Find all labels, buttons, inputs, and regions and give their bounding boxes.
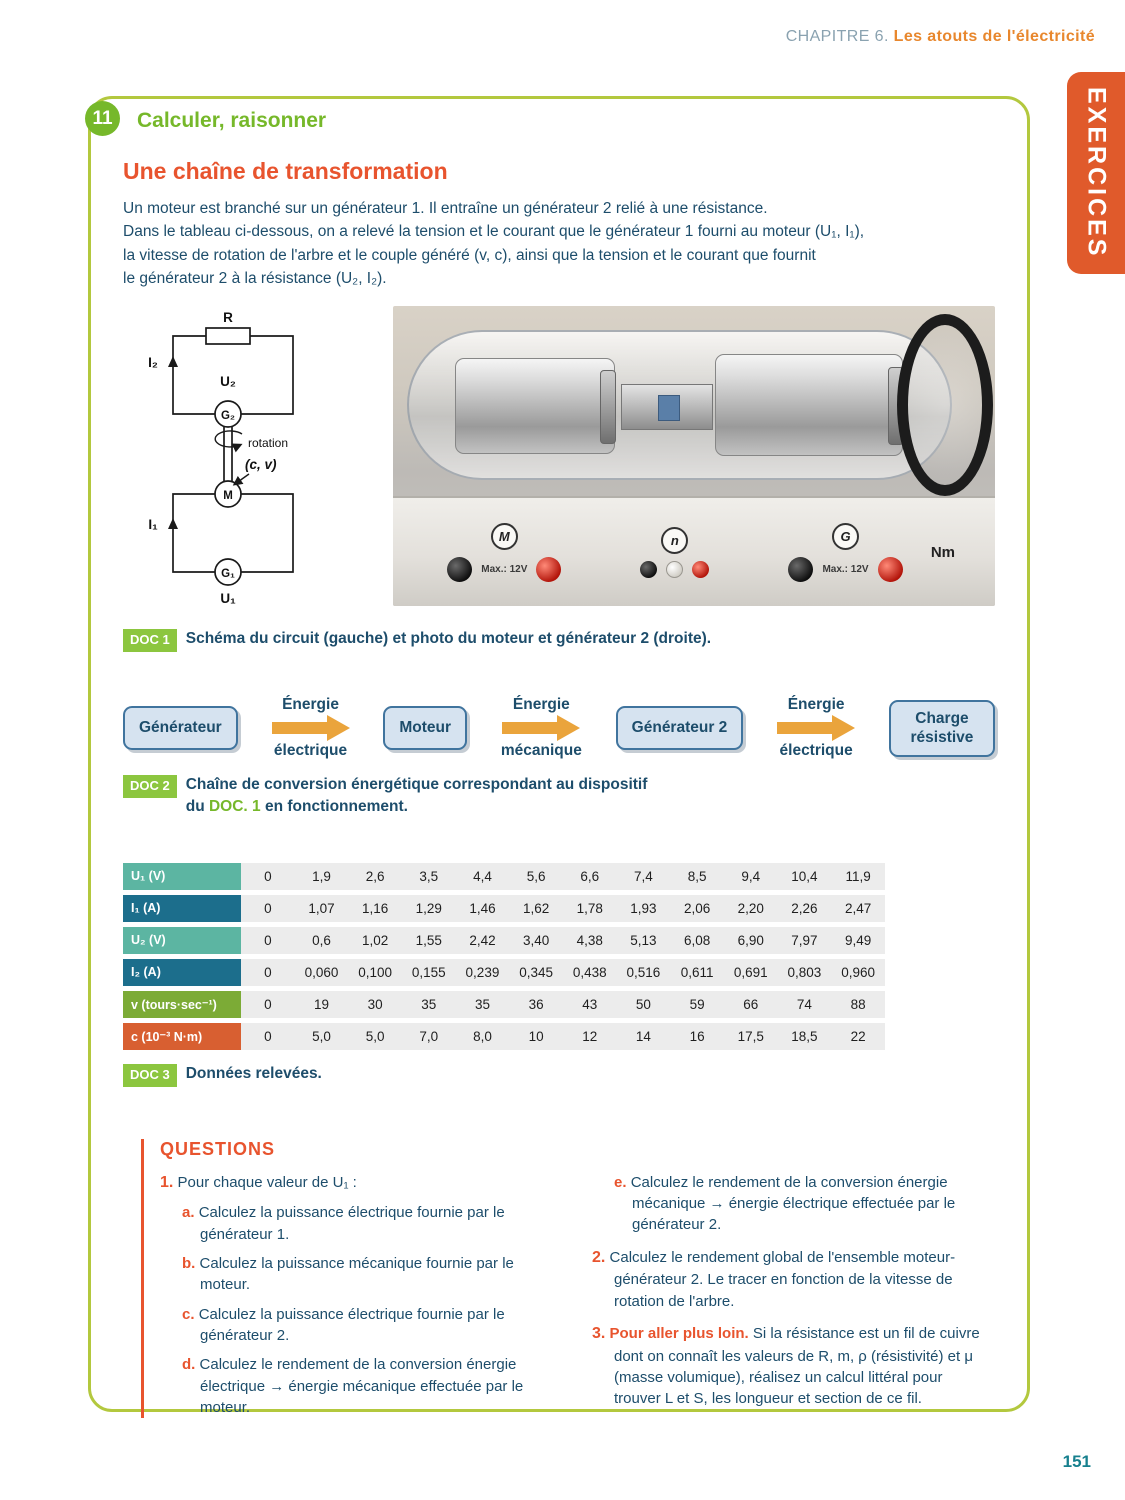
- question-1e: [614, 1172, 990, 1236]
- current-i2-label: I₂: [148, 355, 158, 370]
- table-cell: 6,90: [724, 927, 778, 954]
- row-header: c (10⁻³ N·m): [123, 1023, 241, 1050]
- table-cell: 2,20: [724, 895, 778, 922]
- question-1a-text: Calculez la puissance électrique fournie par le générateur 1.: [198, 1204, 505, 1243]
- table-cell: 10: [509, 1023, 563, 1050]
- question-1d: [182, 1354, 558, 1418]
- table-row: [123, 1023, 885, 1050]
- arrow3-label-top: Énergie: [787, 696, 845, 714]
- question-1b: [182, 1253, 558, 1296]
- question-1c-text: Calculez la puissance électrique fournie par le générateur 2.: [198, 1305, 505, 1344]
- question-1c-letter: c.: [182, 1305, 195, 1323]
- doc1-text: Schéma du circuit (gauche) et photo du moteur et générateur 2 (droite).: [185, 630, 712, 647]
- table-cell: 1,62: [509, 895, 563, 922]
- generator-dial: G: [832, 523, 859, 550]
- table-cell: 19: [295, 991, 349, 1018]
- arrow2-label-top: Énergie: [512, 696, 570, 714]
- doc2-line2-pre: du: [185, 797, 205, 815]
- table-cell: 50: [617, 991, 671, 1018]
- current-arrow-i1: [168, 518, 178, 529]
- question-1b-text: Calculez la puissance mécanique fournie par le moteur.: [199, 1255, 514, 1294]
- table-cell: 6,08: [670, 927, 724, 954]
- table-cell: 2,42: [456, 927, 510, 954]
- table-cell: 0,239: [456, 959, 510, 986]
- intro-line: Dans le tableau ci-dessous, on a relevé la tension et le courant que le générateur 1 fourni au moteur (U₁, I₁),: [123, 223, 865, 241]
- intro-line: le générateur 2 à la résistance (U₂, I₂).: [123, 269, 387, 287]
- circuit-schema-drawing: [123, 306, 373, 614]
- table-cell: 1,78: [563, 895, 617, 922]
- motor-dial: M: [491, 523, 518, 550]
- table-cell: 1,93: [617, 895, 671, 922]
- arrow1-label-top: Énergie: [282, 696, 339, 714]
- table-cell: 8,5: [670, 863, 724, 890]
- table-cell: 7,0: [402, 1023, 456, 1050]
- chain-arrow-1: [272, 696, 350, 760]
- table-cell: 1,07: [295, 895, 349, 922]
- shaft-coupling: [621, 384, 713, 430]
- side-tab-label: EXERCICES: [1082, 87, 1111, 259]
- table-row: [123, 927, 885, 954]
- table-cell: 1,29: [402, 895, 456, 922]
- question-1d-text: Calculez le rendement de la conversion énergie électrique → énergie mécanique effectuée par le moteur.: [199, 1356, 524, 1416]
- doc2-caption: [123, 774, 995, 817]
- rotation-label: rotation: [248, 436, 289, 450]
- table-cell: 0,6: [295, 927, 349, 954]
- generator-cylinder: [715, 354, 903, 456]
- table-cell: 1,02: [348, 927, 402, 954]
- chain-arrow-2: [501, 696, 582, 760]
- table-cell: 66: [724, 991, 778, 1018]
- question-1c: [182, 1304, 558, 1347]
- data-table-body: [123, 863, 885, 1050]
- table-cell: 1,55: [402, 927, 456, 954]
- table-cell: 0: [241, 1023, 295, 1050]
- table-cell: 3,5: [402, 863, 456, 890]
- table-cell: 12: [563, 1023, 617, 1050]
- current-arrow-i2: [168, 356, 178, 367]
- table-cell: 17,5: [724, 1023, 778, 1050]
- table-cell: 0,060: [295, 959, 349, 986]
- row-header: I₂ (A): [123, 959, 241, 986]
- speed-dial: n: [661, 527, 688, 554]
- questions-right-column: [592, 1172, 990, 1418]
- page-number: 151: [1062, 1452, 1091, 1471]
- chain-arrow-3: [777, 696, 855, 760]
- table-cell: 1,46: [456, 895, 510, 922]
- energy-chain-diagram: [123, 696, 995, 760]
- table-cell: 0,611: [670, 959, 724, 986]
- table-row: [123, 863, 885, 890]
- generator1-label: G₁: [221, 568, 235, 580]
- black-terminal: [640, 561, 657, 578]
- row-header: U₁ (V): [123, 863, 241, 890]
- row-header: I₁ (A): [123, 895, 241, 922]
- question-1a: [182, 1202, 558, 1245]
- question-3-lead: Pour aller plus loin.: [609, 1324, 749, 1342]
- black-terminal: [447, 557, 472, 582]
- table-cell: 18,5: [778, 1023, 832, 1050]
- table-cell: 0: [241, 991, 295, 1018]
- table-cell: 0: [241, 959, 295, 986]
- table-cell: 4,38: [563, 927, 617, 954]
- table-row: [123, 959, 885, 986]
- question-1: [160, 1172, 558, 1195]
- question-1a-letter: a.: [182, 1204, 195, 1222]
- table-cell: 88: [831, 991, 885, 1018]
- table-cell: 0,960: [831, 959, 885, 986]
- data-table: [123, 858, 885, 1055]
- table-cell: 16: [670, 1023, 724, 1050]
- table-cell: 36: [509, 991, 563, 1018]
- table-cell: 22: [831, 1023, 885, 1050]
- table-cell: 35: [402, 991, 456, 1018]
- question-3-number: 3.: [592, 1324, 606, 1342]
- table-cell: 9,4: [724, 863, 778, 890]
- max-voltage-label: Max.: 12V: [481, 563, 528, 575]
- black-terminal: [788, 557, 813, 582]
- table-cell: 5,0: [348, 1023, 402, 1050]
- question-2-number: 2.: [592, 1248, 606, 1266]
- terminal-panel: [393, 496, 995, 606]
- doc1-figure: [123, 306, 995, 614]
- voltage-u2-label: U₂: [220, 374, 236, 389]
- question-1-number: 1.: [160, 1173, 174, 1191]
- question-3: [592, 1323, 990, 1410]
- table-cell: 7,4: [617, 863, 671, 890]
- red-terminal: [878, 557, 903, 582]
- table-cell: 0,438: [563, 959, 617, 986]
- questions-section: [141, 1139, 995, 1418]
- doc3-tag: DOC 3: [123, 1064, 177, 1087]
- table-row: [123, 895, 885, 922]
- resistor-label: R: [223, 310, 233, 325]
- right-arrow-icon: [272, 715, 350, 741]
- question-1e-text: Calculez le rendement de la conversion énergie mécanique → énergie électrique effectuée par le générateur 2.: [630, 1173, 956, 1234]
- table-cell: 59: [670, 991, 724, 1018]
- table-cell: 35: [456, 991, 510, 1018]
- doc2-line2-post: en fonctionnement.: [264, 797, 408, 815]
- right-arrow-icon: [777, 715, 855, 741]
- motor-terminal-group: [419, 523, 590, 582]
- chain-box-moteur: Moteur: [383, 706, 467, 750]
- motor-cylinder: [455, 358, 615, 454]
- doc1-tag: DOC 1: [123, 629, 177, 652]
- table-cell: 2,26: [778, 895, 832, 922]
- table-cell: 0,803: [778, 959, 832, 986]
- speed-terminal-group: [590, 527, 761, 578]
- arrow2-label-bottom: mécanique: [500, 742, 582, 760]
- table-cell: 2,6: [348, 863, 402, 890]
- chain-box-generateur2: Générateur 2: [616, 706, 744, 750]
- current-i1-label: I₁: [148, 517, 158, 532]
- table-cell: 5,0: [295, 1023, 349, 1050]
- clamp-ring: [897, 314, 993, 496]
- table-cell: 0,345: [509, 959, 563, 986]
- white-terminal: [666, 561, 683, 578]
- table-cell: 2,47: [831, 895, 885, 922]
- doc2-tag: DOC 2: [123, 775, 177, 798]
- table-cell: 6,6: [563, 863, 617, 890]
- right-arrow-icon: [502, 715, 580, 741]
- couple-speed-label: (c, v): [245, 457, 277, 472]
- generator2-label: G₂: [220, 410, 236, 422]
- table-cell: 11,9: [831, 863, 885, 890]
- chapter-title: Les atouts de l'électricité: [893, 28, 1095, 45]
- chain-box-charge-resistive: Charge résistive: [889, 700, 995, 757]
- doc1-reference: DOC. 1: [208, 797, 261, 815]
- table-cell: 5,6: [509, 863, 563, 890]
- table-cell: 1,16: [348, 895, 402, 922]
- table-cell: 9,49: [831, 927, 885, 954]
- question-3-text: Si la résistance est un fil de cuivre dont on connaît les valeurs de R, m, ρ (résistivité) et μ (masse volumique), réalisez un calcul littéral pour trouver L et S, les longueur et section de ce fil.: [614, 1324, 980, 1408]
- exercices-side-tab: [1067, 72, 1125, 274]
- question-1-text: Pour chaque valeur de U₁ :: [177, 1173, 357, 1191]
- question-2: [592, 1247, 990, 1312]
- table-cell: 0,516: [617, 959, 671, 986]
- table-cell: 30: [348, 991, 402, 1018]
- photo-motor-generator: [393, 306, 995, 606]
- table-cell: 5,13: [617, 927, 671, 954]
- doc3-text: Données relevées.: [185, 1064, 322, 1082]
- chapter-header: [786, 28, 1095, 46]
- red-terminal: [692, 561, 709, 578]
- table-cell: 7,97: [778, 927, 832, 954]
- question-1d-letter: d.: [182, 1356, 196, 1374]
- row-header: U₂ (V): [123, 927, 241, 954]
- doc2-text: [186, 774, 648, 817]
- question-1b-letter: b.: [182, 1255, 196, 1273]
- table-cell: 10,4: [778, 863, 832, 890]
- exercise-title: Une chaîne de transformation: [123, 158, 448, 184]
- table-cell: 74: [778, 991, 832, 1018]
- generator-terminal-group: [760, 523, 931, 582]
- exercise-intro: [123, 197, 995, 290]
- table-cell: 43: [563, 991, 617, 1018]
- nm-label: Nm: [930, 543, 955, 561]
- intro-line: la vitesse de rotation de l'arbre et le couple généré (v, c), ainsi que la tension et le courant que fournit: [123, 246, 816, 264]
- table-cell: 1,9: [295, 863, 349, 890]
- max-voltage-label: Max.: 12V: [822, 563, 869, 575]
- chain-box-generateur: Générateur: [123, 706, 238, 750]
- row-header: v (tours·sec⁻¹): [123, 991, 241, 1018]
- doc2-line1: Chaîne de conversion énergétique correspondant au dispositif: [185, 776, 648, 794]
- doc3-caption: [123, 1063, 995, 1087]
- table-row: [123, 991, 885, 1018]
- motor-label: M: [223, 490, 233, 502]
- question-1e-letter: e.: [614, 1173, 627, 1191]
- question-2-text: Calculez le rendement global de l'ensemble moteur-générateur 2. Le tracer en fonction de la vitesse de rotation de l'arbre.: [609, 1248, 956, 1310]
- questions-title: QUESTIONS: [160, 1138, 276, 1159]
- questions-left-column: [160, 1172, 558, 1418]
- chapter-number: CHAPITRE 6.: [785, 28, 889, 45]
- table-cell: 3,40: [509, 927, 563, 954]
- arrow1-label-bottom: électrique: [273, 742, 348, 760]
- circuit-schema: [123, 306, 373, 614]
- table-cell: 8,0: [456, 1023, 510, 1050]
- exercise-number-badge: 11: [85, 101, 120, 136]
- arrow3-label-bottom: électrique: [779, 742, 853, 760]
- table-cell: 0: [241, 895, 295, 922]
- table-cell: 0,155: [402, 959, 456, 986]
- red-terminal: [536, 557, 561, 582]
- voltage-u1-label: U₁: [220, 591, 236, 606]
- table-cell: 14: [617, 1023, 671, 1050]
- table-cell: 0,100: [348, 959, 402, 986]
- exercise-card: [88, 96, 1030, 1416]
- table-cell: 2,06: [670, 895, 724, 922]
- table-cell: 0,691: [724, 959, 778, 986]
- table-cell: 4,4: [456, 863, 510, 890]
- exercise-kind: Calculer, raisonner: [137, 109, 327, 132]
- doc1-caption: [123, 628, 995, 652]
- intro-line: Un moteur est branché sur un générateur 1. Il entraîne un générateur 2 relié à une résistance.: [123, 200, 768, 217]
- table-cell: 0: [241, 863, 295, 890]
- table-cell: 0: [241, 927, 295, 954]
